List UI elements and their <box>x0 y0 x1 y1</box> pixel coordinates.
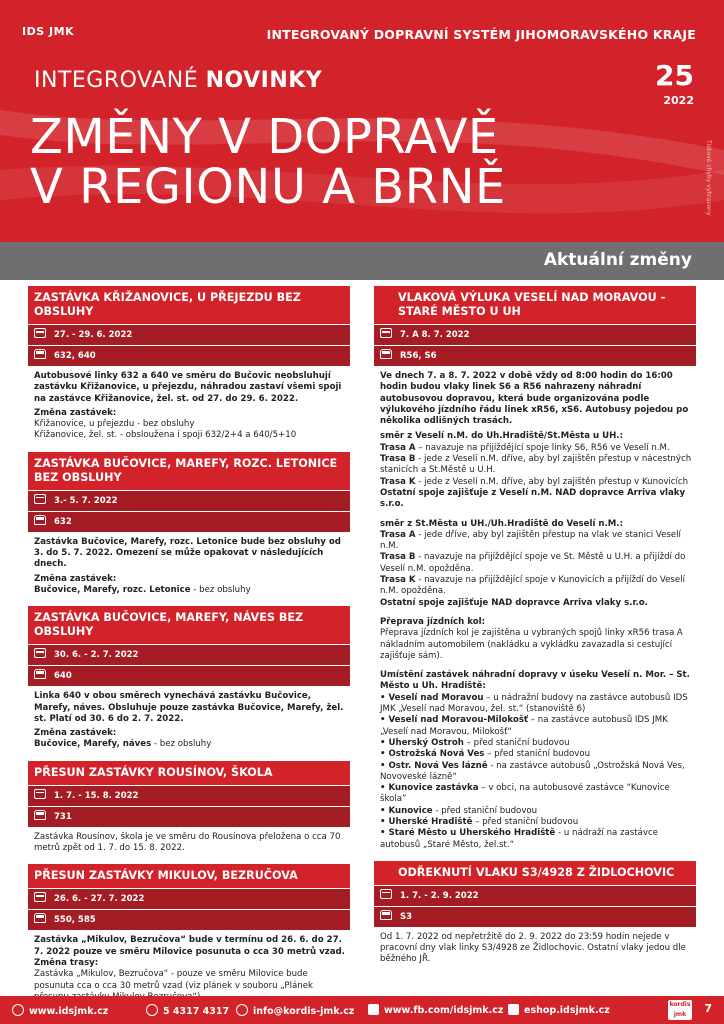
bus-icon <box>34 515 46 525</box>
stop-item <box>380 761 692 784</box>
stop-name: Veselí nad Moravou <box>388 692 484 703</box>
notice-lines-row <box>374 346 696 366</box>
route-item <box>380 477 692 488</box>
calendar-icon <box>380 328 392 338</box>
footer-web-text: www.idsjmk.cz <box>29 1006 109 1017</box>
footer-phone[interactable] <box>146 1004 229 1017</box>
band-label: Aktuální změny <box>543 250 692 270</box>
notice-body <box>28 827 350 855</box>
notice-date: 27. - 29. 6. 2022 <box>54 330 133 340</box>
train-icon <box>380 349 392 359</box>
stop-location: - u nádraží na zastávce autobusů „Staré Město, žel.st.“ <box>380 828 659 850</box>
stop-item <box>380 749 692 760</box>
notice-title: ZASTÁVKA BUČOVICE, MAREFY, ROZC. LETONICE BEZ OBSLUHY <box>28 452 350 490</box>
change-item <box>34 585 346 596</box>
route-name: Trasa A <box>380 442 416 453</box>
notice-text: Zastávka Bučovice, Marefy, rozc. Letonice bude bez obsluhy od 3. do 5. 7. 2022. Omezení se může opakovat v následujících dnech. <box>34 536 341 570</box>
issue-year: 2022 <box>663 94 694 107</box>
footer-facebook-text: www.fb.com/idsjmk.cz <box>384 1005 504 1016</box>
right-column <box>374 286 696 976</box>
notice-date-row <box>28 491 350 511</box>
route-name: Trasa A <box>380 529 416 540</box>
notice-date: 3.- 5. 7. 2022 <box>54 495 118 506</box>
notice-title: PŘESUN ZASTÁVKY MIKULOV, BEZRUČOVA <box>28 864 350 888</box>
notice-lines: 640 <box>54 671 72 682</box>
notice-text: Autobusové linky 632 a 640 ve směru do Bučovic neobsluhují zastávku Křižanovice, u přejezdu, náhradou zastaví všemi spoji na zastávce Křižanovice, žel. st. od 27. do 29. 6. 2022. <box>34 371 342 404</box>
notice-body <box>374 927 696 966</box>
notice-lines-row <box>28 910 350 930</box>
footer-facebook[interactable] <box>368 1004 503 1016</box>
calendar-icon <box>34 789 46 799</box>
phone-icon <box>146 1004 158 1016</box>
notice-lines: R56, S6 <box>400 351 437 361</box>
page-number: 7 <box>704 1002 712 1015</box>
notice-title: ODŘEKNUTÍ VLAKU S3/4928 Z ŽIDLOCHOVIC <box>374 861 696 885</box>
notice-lines: 550, 585 <box>54 915 96 926</box>
notice-body <box>28 686 350 750</box>
notice-body <box>28 532 350 596</box>
stop-name: Staré Město u Uherského Hradiště <box>388 828 556 839</box>
notice-date-row <box>28 889 350 909</box>
route-item <box>380 575 692 598</box>
notice-lines: 632, 640 <box>54 351 96 361</box>
notice-bucovice-letonice <box>28 452 350 596</box>
change-status: - bez obsluhy <box>151 739 212 750</box>
notice-date-row <box>374 325 696 345</box>
notice-title: ZASTÁVKA BUČOVICE, MAREFY, NÁVES BEZ OBSLUHY <box>28 606 350 644</box>
route-item <box>380 443 692 454</box>
stop-name: Uherské Hradiště <box>388 816 473 827</box>
route-name: Trasa B <box>380 454 416 465</box>
bus-icon <box>34 913 46 923</box>
stop-name: Kunovice <box>388 805 433 816</box>
route-desc: – navazuje na přijíždějící spoje linky S6, R56 ve Veselí n.M. <box>415 442 670 453</box>
page-footer <box>0 996 724 1024</box>
stop-item <box>380 817 692 828</box>
bikes-label: Přeprava jízdních kol: <box>380 616 486 627</box>
notice-lines: 632 <box>54 516 72 527</box>
headline-line-2: V REGIONU A BRNĚ <box>30 159 506 215</box>
notice-body <box>28 930 350 1003</box>
notice-date: 7. A 8. 7. 2022 <box>400 330 470 340</box>
bus-icon <box>34 349 46 359</box>
change-stop: Bučovice, Marefy, rozc. Letonice <box>34 584 191 595</box>
page-title <box>30 109 506 215</box>
changes-label: Změna zastávek: <box>34 728 117 739</box>
bus-icon <box>34 810 46 820</box>
notice-text: Linka 640 v obou směrech vynechává zastávku Bučovice, Marefy, náves. Obsluhuje pouze zastávka Bučovice, Marefy, žel. st. Platí od 30. 6 do 2. 7. 2022. <box>34 691 344 724</box>
calendar-icon <box>380 889 392 899</box>
change-item: Křižanovice, žel. st. - obsloužena i spoji 632/2+4 a 640/5+10 <box>34 430 297 441</box>
notice-lines: S3 <box>400 911 413 922</box>
notice-date-row <box>28 786 350 806</box>
notice-mikulov <box>28 864 350 1003</box>
stop-location: – před staniční budovou <box>463 737 570 748</box>
footer-eshop-text: eshop.idsjmk.cz <box>524 1005 610 1016</box>
notice-detail: Zastávka „Mikulov, Bezručova“ - pouze ve směru Milovice bude posunuta cca o cca 30 metrů vzad (viz plánek v souboru „Plánek <box>34 969 313 991</box>
notice-lines-row <box>28 346 350 366</box>
notice-lines-row <box>374 907 696 927</box>
notice-date: 26. 6. - 27. 7. 2022 <box>54 894 145 905</box>
calendar-icon <box>34 328 46 338</box>
ids-jmk-logo[interactable]: IDS JMK <box>22 25 75 38</box>
section-band <box>0 242 724 280</box>
stop-name: Uherský Ostroh <box>388 737 464 748</box>
stop-name: Ostr. Nová Ves lázně <box>388 760 488 771</box>
calendar-icon <box>34 494 46 504</box>
notice-title: VLAKOVÁ VÝLUKA VESELÍ NAD MORAVOU - STARÉ MĚSTO U UH <box>374 286 696 324</box>
route-item <box>380 454 692 477</box>
notice-text: Zastávka „Mikulov, Bezručova“ bude v termínu od 26. 6. do 27. 7. 2022 pouze ve směru Milovice posunuta o cca 30 metrů vzad. <box>34 935 345 957</box>
route-name: Trasa K <box>380 575 416 586</box>
notice-krizanovice <box>28 286 350 442</box>
change-status: - bez obsluhy <box>190 584 251 595</box>
notice-text: Ve dnech 7. a 8. 7. 2022 v době vždy od 8:00 hodin do 16:00 hodin budou vlaky linek S6 a R56 nahrazeny náhradní autobusovou dopravou, která bude organizována podle výlukového jízdního řádu linek xR56, xS6. Autobusy pojedou po několika odlišných trasách. <box>380 371 689 427</box>
left-column <box>28 286 350 1013</box>
stop-item <box>380 738 692 749</box>
facebook-icon <box>368 1004 379 1015</box>
route-item <box>380 552 692 575</box>
other-services: Ostatní spoje zajišťuje NAD dopravce Arriva vlaky s.r.o. <box>380 597 648 608</box>
cart-icon <box>508 1004 519 1015</box>
stop-location: - před staniční budovou <box>432 805 538 816</box>
stop-name: Veselí nad Moravou-Milokošť <box>388 715 529 726</box>
kicker-bold: NOVINKY <box>205 68 323 93</box>
notice-date-row <box>374 886 696 906</box>
globe-icon <box>12 1004 24 1016</box>
stop-item <box>380 715 692 738</box>
bus-icon <box>34 669 46 679</box>
route-desc: - navazuje na přijíždějící spoje ve St. Městě u U.H. a přijíždí do Veselí n.M. opožděna. <box>380 552 686 574</box>
calendar-icon <box>34 648 46 658</box>
route-item <box>380 530 692 553</box>
footer-phone-text: 5 4317 4317 <box>163 1006 230 1017</box>
notice-lines-row <box>28 512 350 532</box>
train-icon <box>380 910 392 920</box>
headline-line-1: ZMĚNY V DOPRAVĚ <box>30 109 499 165</box>
notice-title: PŘESUN ZASTÁVKY ROUSÍNOV, ŠKOLA <box>28 761 350 785</box>
changes-label: Změna trasy: <box>34 957 99 968</box>
direction-label: směr z St.Města u UH./Uh.Hradiště do Veselí n.M.: <box>380 518 624 529</box>
route-desc: - navazuje na přijíždějící spoje v Kunovicích a přijíždí do Veselí n.M. opožděna. <box>380 575 685 597</box>
route-name: Trasa B <box>380 552 416 563</box>
footer-web[interactable] <box>12 1004 108 1017</box>
notice-s3-cancel <box>374 861 696 966</box>
footer-email-text: info@kordis-jmk.cz <box>253 1006 355 1017</box>
notice-text: Od 1. 7. 2022 od nepřetržitě do 2. 9. 2022 do 23:59 hodin nejede v pracovní dny vlak linky S3/4928 ze Židlochovic. Ostatní vlaky jedou dle běžného JŘ. <box>380 931 686 965</box>
stops-list <box>380 693 692 851</box>
stop-location: – před staniční budovou <box>472 816 579 827</box>
stop-item <box>380 693 692 716</box>
notice-date: 30. 6. - 2. 7. 2022 <box>54 650 139 661</box>
notice-rousinov <box>28 761 350 855</box>
notice-date-row <box>28 325 350 345</box>
notice-lines-row <box>28 807 350 827</box>
notice-date: 1. 7. - 15. 8. 2022 <box>54 790 139 801</box>
notice-title: ZASTÁVKA KŘIŽANOVICE, U PŘEJEZDU BEZ OBSLUHY <box>28 286 350 324</box>
stop-item <box>380 806 692 817</box>
stop-item <box>380 828 692 851</box>
change-item <box>34 739 346 750</box>
stop-location: – v obci, na autobusové zastávce “Kunovice škola” <box>380 783 670 805</box>
issue-number: 25 <box>655 59 694 92</box>
page-header <box>0 0 724 242</box>
system-title: INTEGROVANÝ DOPRAVNÍ SYSTÉM JIHOMORAVSKÉHO KRAJE <box>266 27 696 42</box>
notice-date: 1. 7. - 2. 9. 2022 <box>400 890 479 901</box>
notice-date-row <box>28 645 350 665</box>
bikes-text: Přeprava jízdních kol je zajištěna u vybraných spojů linky xR56 trasa A nákladním automobilem (nakládku a vykládku zavazadla si cestující zajišťuje sám). <box>380 628 683 661</box>
calendar-icon <box>34 892 46 902</box>
stops-label: Umístění zastávek náhradní dopravy v úseku Veselí n. Mor. – St. Město u Uh. Hradiště: <box>380 670 690 692</box>
route-desc: - jede z Veselí n.M. dříve, aby byl zajištěn přestup v nácestných stanicích a St.Městě u U.H. <box>380 454 692 476</box>
notice-body <box>374 366 696 851</box>
other-services: Ostatní spoje zajišťuje z Veselí n.M. NAD dopravce Arriva vlaky s.r.o. <box>380 487 686 510</box>
side-note: Tiskové chyby vyhrazeny <box>705 140 712 216</box>
stop-location: – před staniční budovou <box>484 749 591 760</box>
route-desc: - jede z Veselí n.M. dříve, aby byl zajištěn přestup v Kunovicích <box>415 476 689 487</box>
notice-train-closure <box>374 286 696 851</box>
notice-bucovice-naves <box>28 606 350 750</box>
stop-name: Ostrožská Nová Ves <box>388 749 485 760</box>
change-stop: Bučovice, Marefy, náves <box>34 739 152 750</box>
notice-lines: 731 <box>54 811 72 822</box>
email-icon <box>236 1004 248 1016</box>
route-desc: - jede dříve, aby byl zajištěn přestup na vlak ve stanici Veselí n.M. <box>380 529 681 552</box>
changes-label: Změna zastávek: <box>34 573 117 584</box>
notice-body <box>28 366 350 442</box>
stop-item <box>380 783 692 806</box>
kicker <box>34 68 322 93</box>
changes-label: Změna zastávek: <box>34 407 117 418</box>
stop-location: – u nádražní budovy na zastávce autobusů IDS JMK „Veselí nad Moravou, žel. st.“ (stanoviště 6) <box>380 692 688 715</box>
stop-location: – na zastávce autobusů IDS JMK „Veselí nad Moravou, Milokošť“ <box>380 715 668 737</box>
stop-name: Kunovice zastávka <box>388 783 479 794</box>
notice-lines-row <box>28 666 350 686</box>
direction-label: směr z Veselí n.M. do Uh.Hradiště/St.Města u UH.: <box>380 431 624 442</box>
change-item: Křižanovice, u přejezdu - bez obsluhy <box>34 419 195 430</box>
stop-location: - na zastávce autobusů „Ostrožská Nová Ves, Novoveské lázně“ <box>380 760 685 782</box>
footer-eshop[interactable] <box>508 1004 610 1016</box>
footer-email[interactable] <box>236 1004 354 1017</box>
kordis-logo: kordis jmk <box>669 1001 691 1018</box>
kicker-prefix: INTEGROVANÉ <box>34 68 199 93</box>
notice-text: Zastávka Rousínov, škola je ve směru do Rousínova přeložena o cca 70 metrů zpět od 1. 7. do 15. 8. 2022. <box>34 831 341 854</box>
route-name: Trasa K <box>380 476 416 487</box>
